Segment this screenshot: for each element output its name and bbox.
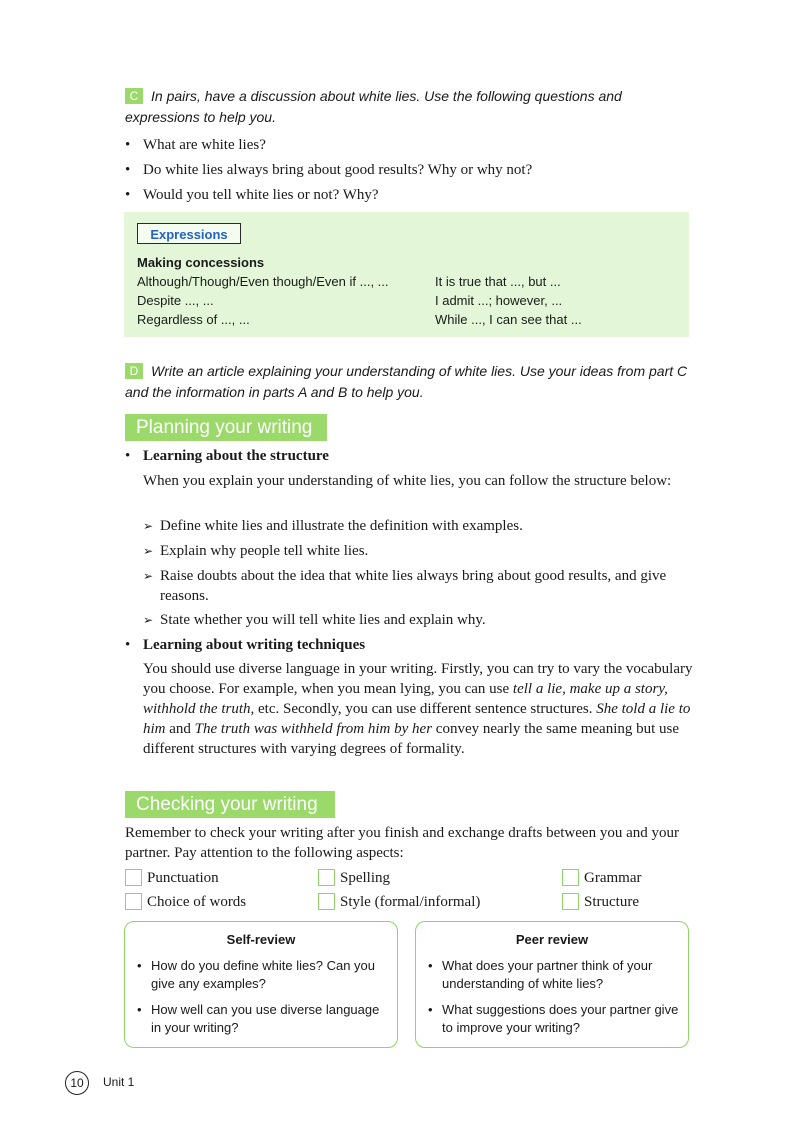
checking-banner: Checking your writing: [125, 791, 335, 818]
bullet-icon: •: [125, 637, 131, 653]
structure-step-text: Explain why people tell white lies.: [160, 543, 369, 559]
techniques-example: She told a lie to him: [143, 701, 691, 737]
expression-item: Regardless of ..., ...: [137, 312, 250, 327]
expressions-tag: Expressions: [137, 223, 241, 244]
techniques-text: and: [165, 721, 195, 737]
structure-intro: When you explain your understanding of white lies, you can follow the structure below:: [143, 473, 672, 489]
structure-section-heading: [125, 446, 695, 466]
question-item: • What are white lies?: [125, 133, 695, 158]
bullet-icon: •: [125, 448, 131, 464]
review-item: • How do you define white lies? Can you give any examples?: [135, 957, 389, 993]
expression-item: While ..., I can see that ...: [435, 312, 582, 327]
techniques-example: tell a lie, make up a story, withhold the truth,: [143, 681, 668, 717]
expression-item: Although/Though/Even though/Even if ..., ...: [137, 274, 389, 289]
structure-step-text: Define white lies and illustrate the definition with examples.: [160, 518, 523, 534]
review-item: • What suggestions does your partner give to improve your writing?: [426, 1001, 680, 1037]
checkbox-style[interactable]: [318, 893, 335, 910]
part-d-text: Write an article explaining your understanding of white lies. Use your ideas from part C and the information in parts A and B to help you.: [125, 363, 688, 400]
expression-item: Despite ..., ...: [137, 293, 214, 308]
review-item: • What does your partner think of your understanding of white lies?: [426, 957, 680, 993]
checkbox-label: Style (formal/informal): [340, 894, 481, 910]
techniques-paragraph: [143, 659, 693, 759]
part-d-label: D: [125, 363, 143, 379]
self-review-list: [135, 957, 389, 1045]
structure-step-text: State whether you will tell white lies and explain why.: [160, 612, 486, 628]
arrow-icon: ➢: [143, 519, 154, 533]
part-c-instruction: [125, 86, 690, 128]
self-review-title: Self-review: [226, 932, 296, 947]
review-item: • How well can you use diverse language in your writing?: [135, 1001, 389, 1037]
expressions-left-column: [137, 272, 389, 329]
checkbox-spelling[interactable]: [318, 869, 335, 886]
techniques-example: The truth was withheld from him by her: [194, 721, 433, 737]
techniques-heading: Learning about writing techniques: [143, 637, 366, 653]
checkbox-grammar[interactable]: [562, 869, 579, 886]
checkbox-label: Structure: [584, 894, 639, 910]
structure-heading: Learning about the structure: [143, 448, 329, 464]
structure-step: [143, 566, 688, 606]
techniques-text: You should use diverse language in your writing. Firstly, you can try to vary the vocabulary you choose. For example, when you mean lying, you can use: [143, 661, 693, 697]
checkbox-punctuation[interactable]: [125, 869, 142, 886]
peer-review-list: [426, 957, 680, 1045]
structure-step-text: Raise doubts about the idea that white lies always bring about good results, and give reasons.: [160, 568, 667, 604]
arrow-icon: ➢: [143, 569, 154, 583]
peer-review-title: Peer review: [515, 932, 589, 947]
expressions-box: [124, 212, 689, 337]
structure-step: [143, 541, 688, 561]
checkbox-label: Choice of words: [147, 894, 247, 910]
part-c-label: C: [125, 88, 143, 104]
expressions-right-column: [435, 272, 582, 329]
peer-review-box: [415, 921, 689, 1048]
question-item: • Do white lies always bring about good results? Why or why not?: [125, 158, 695, 183]
checkbox-choice-of-words[interactable]: [125, 893, 142, 910]
page-number: 10: [65, 1071, 89, 1095]
arrow-icon: ➢: [143, 544, 154, 558]
techniques-text: etc. Secondly, you can use different sentence structures.: [254, 701, 597, 717]
techniques-section-heading: [125, 635, 695, 655]
structure-step: [143, 516, 688, 536]
part-d-instruction: [125, 361, 690, 403]
part-c-text: In pairs, have a discussion about white lies. Use the following questions and expressions to help you.: [125, 88, 622, 125]
checkbox-structure[interactable]: [562, 893, 579, 910]
checkbox-label: Grammar: [584, 870, 642, 886]
arrow-icon: ➢: [143, 613, 154, 627]
self-review-box: [124, 921, 398, 1048]
expression-item: It is true that ..., but ...: [435, 274, 561, 289]
checkbox-label: Punctuation: [147, 870, 219, 886]
expressions-heading: Making concessions: [137, 255, 265, 270]
expression-item: I admit ...; however, ...: [435, 293, 563, 308]
checking-intro: Remember to check your writing after you finish and exchange drafts between you and your partner. Pay attention to the following aspects:: [125, 825, 679, 861]
structure-step: [143, 610, 688, 630]
checkbox-label: Spelling: [340, 870, 391, 886]
unit-label: Unit 1: [103, 1075, 135, 1089]
techniques-text: convey nearly the same meaning but use different structures with varying degrees of formality.: [143, 721, 680, 757]
question-item: • Would you tell white lies or not? Why?: [125, 183, 695, 208]
planning-banner: Planning your writing: [125, 414, 327, 441]
discussion-questions: [125, 133, 695, 208]
